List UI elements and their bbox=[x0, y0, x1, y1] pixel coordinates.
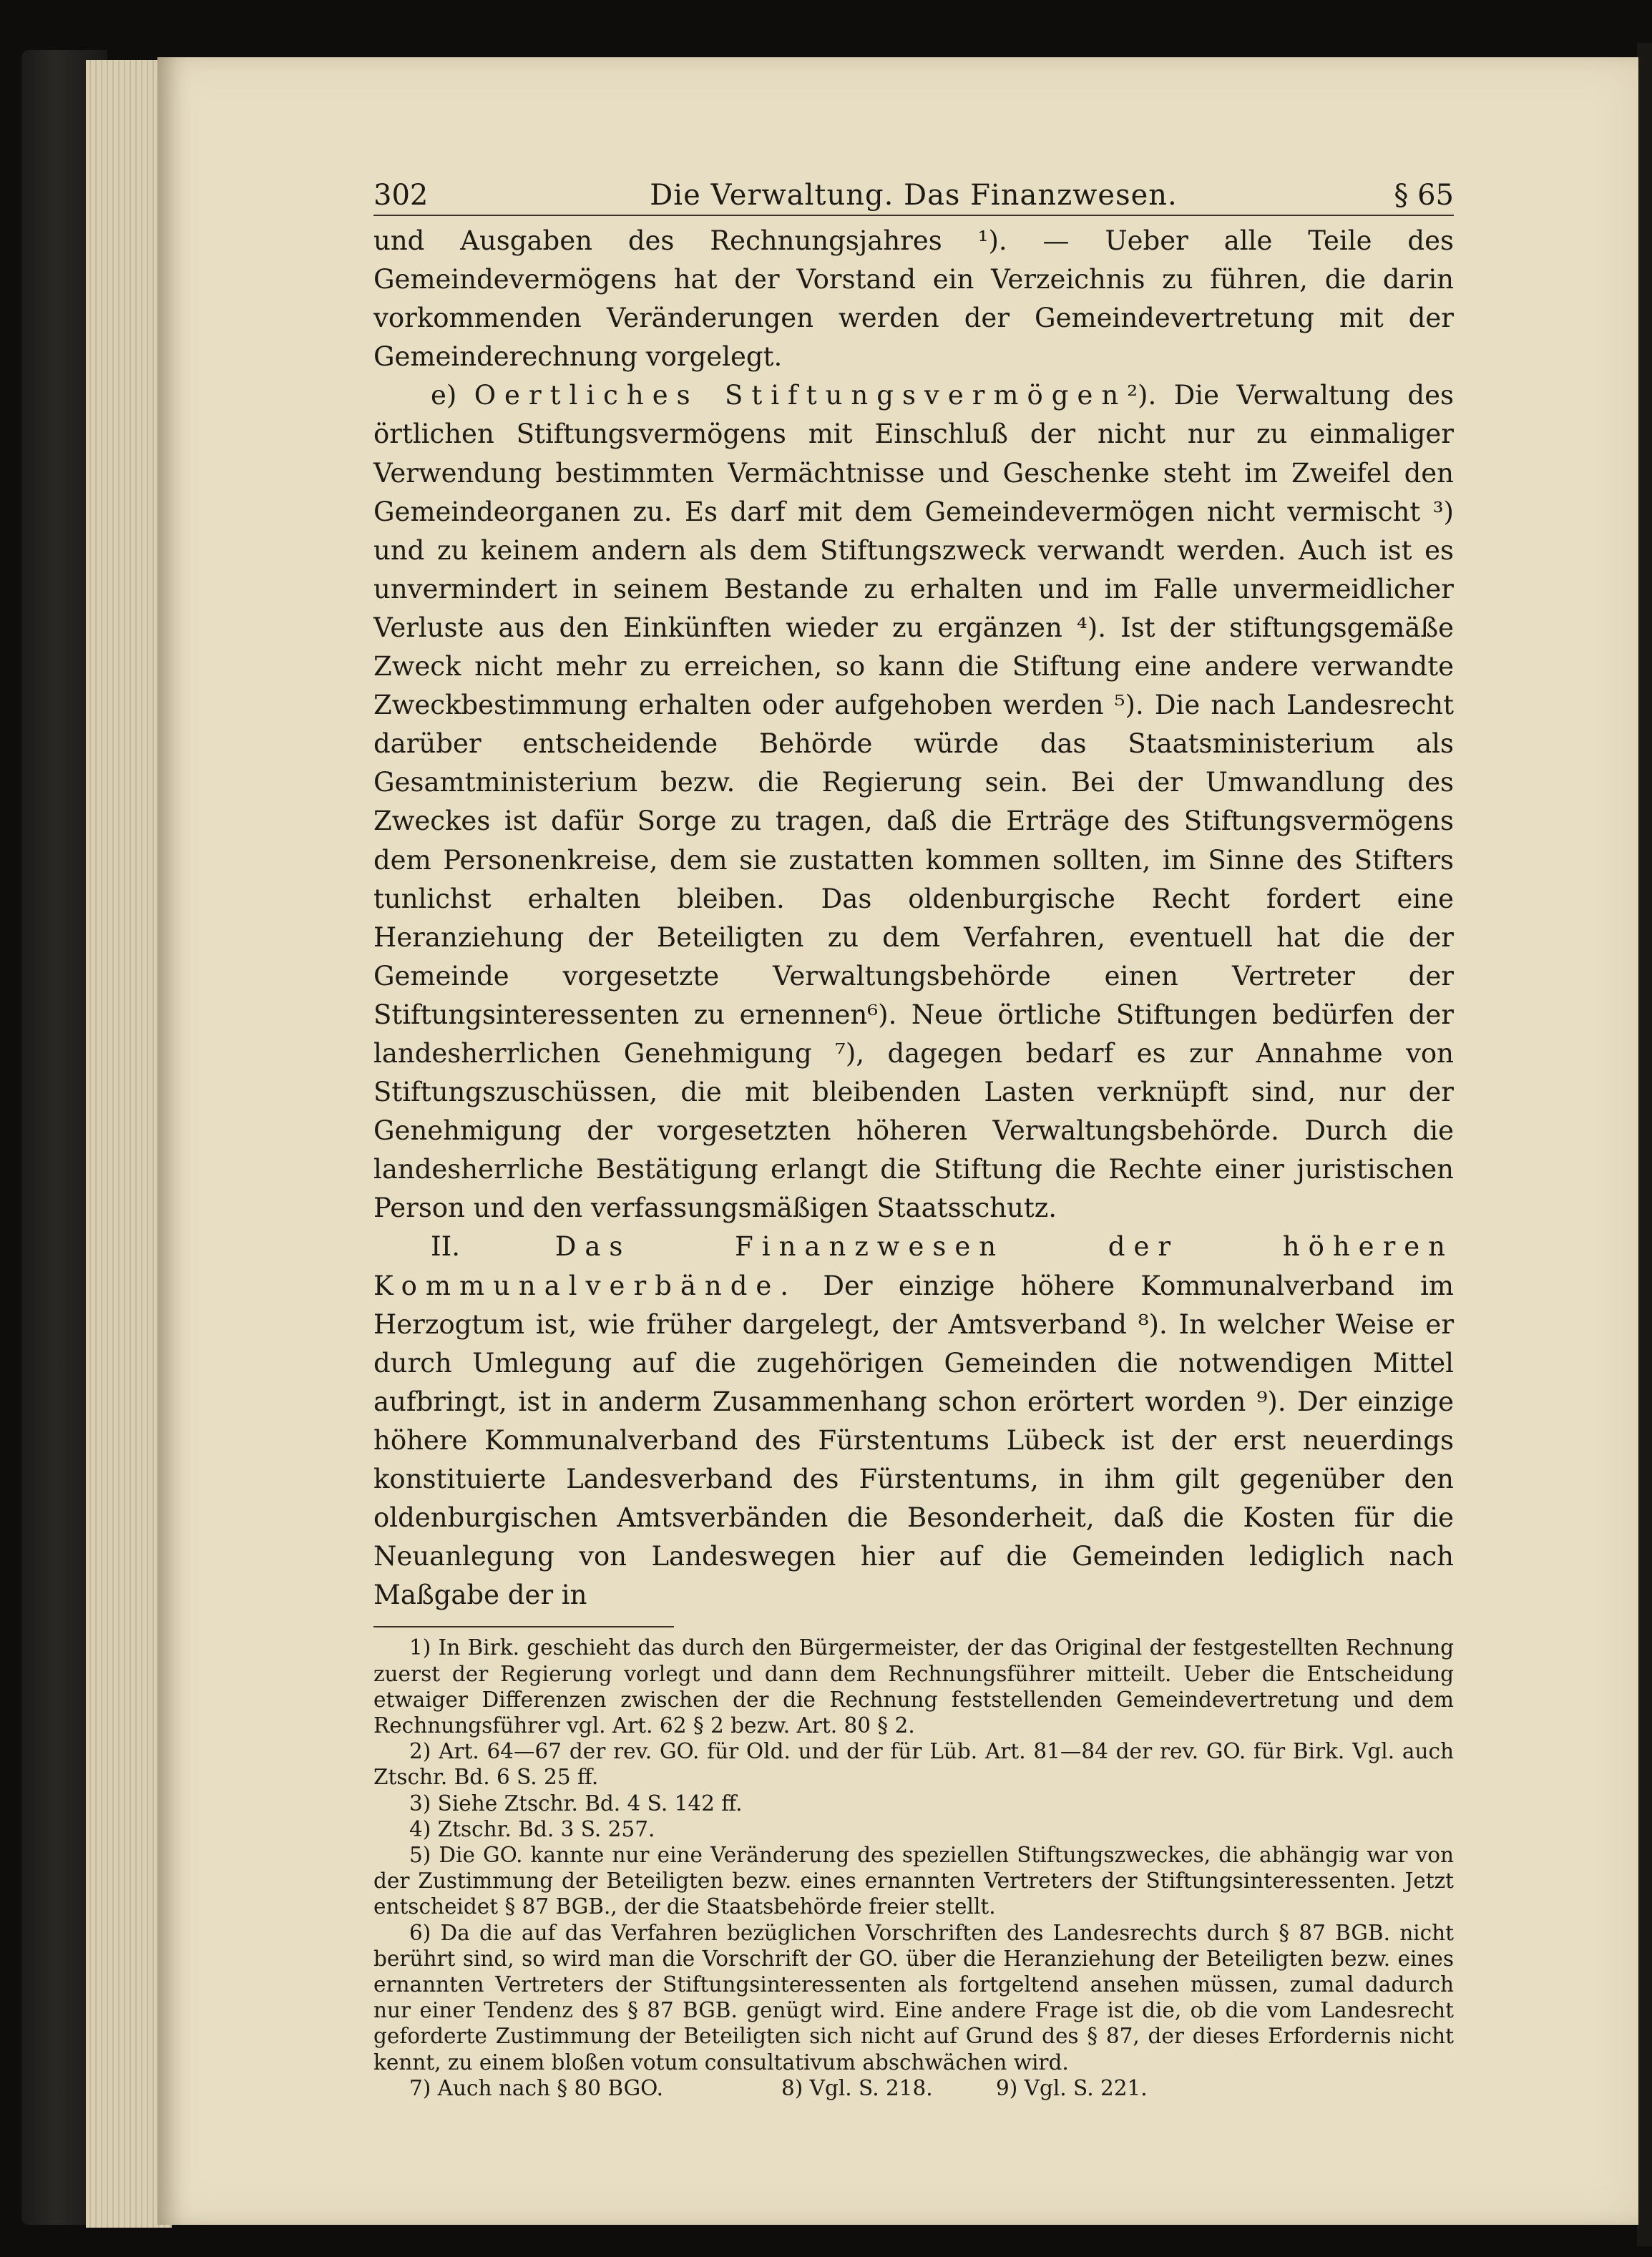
page-number: 302 bbox=[373, 179, 429, 212]
footnote-rule bbox=[373, 1626, 674, 1627]
spaced-heading: Das Finanzwesen der höheren Kommunalverbände. bbox=[373, 1231, 1454, 1301]
paragraph-continuation: und Ausgaben des Rechnungsjahres ¹). — Ueber alle Teile des Gemeindevermögens hat der Vorstand ein Verzeichnis zu führen, die darin vorkommenden Veränderungen werden der Gemeindevertretung mit der Gemeinderechnung vorgelegt. bbox=[373, 225, 1454, 373]
item-label: II. bbox=[431, 1231, 555, 1263]
page-text-block bbox=[373, 169, 1454, 2101]
running-header bbox=[373, 169, 1454, 216]
paragraph-hoehere-kommunalverbaende bbox=[373, 1228, 1454, 1615]
footnote-1: 1) In Birk. geschieht das durch den Bürgermeister, der das Original der festgestellten Rechnung zuerst der Regierung vorlegt und dann dem Rechnungsführer mitteilt. Ueber die Entscheidung etwaiger Differenzen zwischen der die Rechnung feststellenden Gemeindevertretung und dem Rechnungsführer vgl. Art. 62 § 2 bezw. Art. 80 § 2. bbox=[373, 1635, 1454, 1738]
footnotes-7-9 bbox=[373, 2075, 1454, 2101]
paragraph-stiftungsvermoegen bbox=[373, 376, 1454, 1228]
footnote-2: 2) Art. 64—67 der rev. GO. für Old. und der für Lüb. Art. 81—84 der rev. GO. für Birk. Vgl. auch Ztschr. Bd. 6 S. 25 ff. bbox=[373, 1739, 1454, 1790]
item-label: e) bbox=[431, 380, 474, 411]
running-title: Die Verwaltung. Das Finanzwesen. bbox=[650, 179, 1178, 212]
footnote-7: 7) Auch nach § 80 BGO. bbox=[409, 2075, 664, 2100]
footnote-6: 6) Da die auf das Verfahren bezüglichen Vorschriften des Landesrechts durch § 87 BGB. nicht berührt sind, so wird man die Vorschrift der GO. über die Heranziehung der Beteiligten bezw. eines ernannten Vertreters der Stiftungsinteressenten als fortgeltend ansehen müssen, zumal dadurch nur einer Tendenz des § 87 BGB. genügt wird. Eine andere Frage ist die, ob die vom Landesrecht geforderte Zustimmung der Beteiligten sich nicht auf Grund des § 87, der dieses Erfordernis nicht kennt, zu einem bloßen votum consultativum abschwächen wird. bbox=[373, 1920, 1454, 2075]
spaced-heading: Oertliches Stiftungsvermögen bbox=[474, 380, 1128, 411]
footnote-5: 5) Die GO. kannte nur eine Veränderung des speziellen Stiftungszweckes, die abhängig war von der Zustimmung der Beteiligten bezw. eines ernannten Vertreters der Stiftungsinteressenten. Jetzt entscheidet § 87 BGB., der die Staatsbehörde freier stellt. bbox=[373, 1843, 1454, 1919]
footnote-4: 4) Ztschr. Bd. 3 S. 257. bbox=[409, 1816, 655, 1841]
paragraph-body: Der einzige höhere Kommunalverband im Herzogtum ist, wie früher dargelegt, der Amtsverband ⁸). In welcher Weise er durch Umlegung auf die zugehörigen Gemeinden die notwendigen Mittel aufbringt, ist in anderm Zusammenhang schon erörtert worden ⁹). Der einzige höhere Kommunalverband des Fürstentums Lübeck ist der erst neuerdings konstituierte Landesverband des Fürstentums, in ihm gilt gegenüber den oldenburgischen Amtsverbänden die Besonderheit, daß die Kosten für die Neuanlegung von Landeswegen hier auf die Gemeinden lediglich nach Maßgabe der in bbox=[373, 1270, 1454, 1611]
main-text bbox=[373, 222, 1454, 1615]
footnotes bbox=[373, 1635, 1454, 2101]
section-number: § 65 bbox=[1394, 179, 1454, 212]
scan-background-edge bbox=[1637, 43, 1652, 2246]
paragraph-body: ²). Die Verwaltung des örtlichen Stiftungsvermögens mit Einschluß der nicht nur zu einmaliger Verwendung bestimmten Vermächtnisse und Geschenke steht im Zweifel den Gemeindeorganen zu. Es darf mit dem Gemeindevermögen nicht vermischt ³) und zu keinem andern als dem Stiftungszweck verwandt werden. Auch ist es unvermindert in seinem Bestande zu erhalten und im Falle unvermeidlicher Verluste aus den Einkünften wieder zu ergänzen ⁴). Ist der stiftungsgemäße Zweck nicht mehr zu erreichen, so kann die Stiftung eine andere verwandte Zweckbestimmung erhalten oder aufgehoben werden ⁵). Die nach Landesrecht darüber entscheidende Behörde würde das Staatsministerium als Gesamtministerium bezw. die Regierung sein. Bei der Umwandlung des Zweckes ist dafür Sorge zu tragen, daß die Erträge des Stiftungsvermögens dem Personenkreise, dem sie zustatten kommen sollten, im Sinne des Stifters tunlichst erhalten bleiben. Das oldenburgische Recht fordert eine Heranziehung der Beteiligten zu dem Verfahren, eventuell hat die der Gemeinde vorgesetzte Verwaltungsbehörde einen Vertreter der Stiftungsinteressenten zu ernennen⁶). Neue örtliche Stiftungen bedürfen der landesherrlichen Genehmigung ⁷), dagegen bedarf es zur Annahme von Stiftungszuschüssen, die mit bleibenden Lasten verknüpft sind, nur der Genehmigung der vorgesetzten höheren Verwaltungsbehörde. Durch die landesherrliche Bestätigung erlangt die Stiftung die Rechte einer juristischen Person und den verfassungsmäßigen Staatsschutz. bbox=[373, 380, 1454, 1224]
footnote-8: 8) Vgl. S. 218. bbox=[781, 2075, 933, 2100]
footnote-9: 9) Vgl. S. 221. bbox=[996, 2075, 1148, 2100]
footnote-3: 3) Siehe Ztschr. Bd. 4 S. 142 ff. bbox=[409, 1791, 743, 1816]
